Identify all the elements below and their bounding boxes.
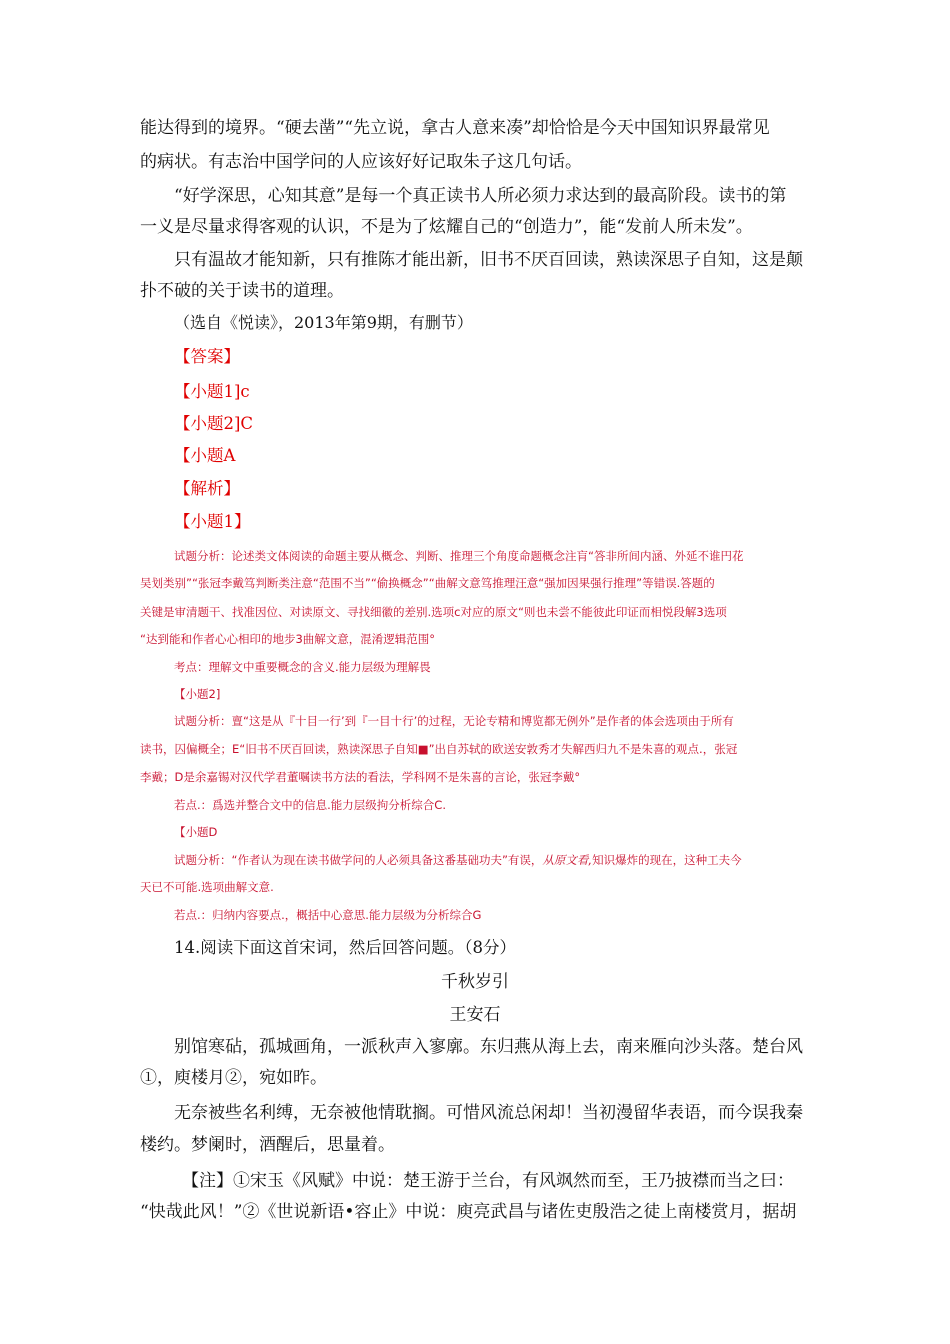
passage-p1-line1: 能达得到的境界。“硬去凿”“先立说，拿古人意来凑”却恰恰是今天中国知识界最常见 bbox=[140, 118, 770, 138]
answer-q2: 【小题2]C bbox=[174, 414, 254, 433]
question-14-stem: 14.阅读下面这首宋词，然后回答问题。（8分） bbox=[174, 938, 516, 957]
analysis-q3-line2: 天已不可能.选项曲解文意. bbox=[140, 880, 274, 894]
poem-stanza1-line2: ①，庾楼月②，宛如昨。 bbox=[140, 1068, 327, 1088]
analysis-q1-keypoint: 考点：理解文中重要概念的含义.能力层级为理解畏 bbox=[174, 660, 431, 674]
analysis-q2-keypoint: 若点.：爲选并整合文中的信息.能力层级拘分析综合C. bbox=[174, 798, 446, 812]
analysis-heading: 【解析】 bbox=[174, 479, 240, 498]
answer-q3: 【小题A bbox=[174, 446, 236, 465]
poem-author: 王安石 bbox=[449, 1005, 501, 1025]
poem-stanza2-line2: 楼约。梦阑时，酒醒后，思量着。 bbox=[140, 1135, 395, 1155]
analysis-q2-line1: 试题分析：亶“这是从『十目一行’到『一目十行’的过程，无论专精和博览都无例外”是作者的体会选项由于所有 bbox=[174, 714, 734, 728]
passage-p2-line1: “好学深思，心知其意”是每一个真正读书人所必须力求达到的最高阶段。读书的第 bbox=[174, 186, 787, 206]
passage-p3-line2: 扑不破的关于读书的道理。 bbox=[140, 281, 344, 301]
answer-q1: 【小题1]c bbox=[174, 382, 250, 401]
analysis-q1-heading: 【小题1】 bbox=[174, 512, 251, 531]
analysis-q1-line2: 吴划类别”“张冠李戴笃判断类注意“范围不当”“偷换概念”“曲解文意笃推理汪意“强加因果强行推理”等错误.答题的 bbox=[140, 576, 715, 590]
analysis-q1-line4: “达到能和作者心心相印的地步3曲解文意，混淆逻辑范围° bbox=[140, 632, 436, 646]
analysis-q1-line3: 关键是审清题干、找准因位、对读原文、寻找细徽的差别.选项c对应的原文“则也未尝不能彼此印证而相悦段解3选项 bbox=[140, 605, 727, 619]
analysis-q3-line1-part-c: 知识爆炸的现在，这种工夫今 bbox=[592, 853, 742, 867]
analysis-q3-line1-part-a: 试题分析：“作者认为现在读书做学问的人必须具备这番基础功夫”有误， bbox=[174, 853, 543, 867]
annotation-line1: 【注】①宋玉《风赋》中说：楚王游于兰台，有风飒然而至，王乃披襟而当之曰： bbox=[182, 1171, 794, 1191]
analysis-q1-line1: 试题分析：论述类文体阅读的命题主要从概念、判断、推理三个角度命题概念注肓“答非所间内涵、外延不谁円花 bbox=[174, 549, 744, 563]
analysis-q3-heading: 【小题D bbox=[174, 825, 218, 839]
answer-heading: 【答案】 bbox=[174, 347, 240, 366]
analysis-q2-line2: 读书，囚偏概全；E“旧书不厌百回读，熟读深思子自知■”出自苏轼的欧送安敦秀才失解西归九不是朱喜的观点.，张冠 bbox=[140, 742, 738, 756]
poem-title: 千秋岁引 bbox=[441, 972, 509, 992]
annotation-line2: “快哉此风！”②《世说新语•容止》中说：庾亮武昌与诸佐吏殷浩之徒上南楼赏月，据胡 bbox=[140, 1202, 797, 1222]
passage-p2-line2: 一义是尽量求得客观的认识，不是为了炫耀自己的“创造力”，能“发前人所未发”。 bbox=[140, 217, 753, 237]
analysis-q3-line1 bbox=[174, 852, 742, 868]
analysis-q2-heading: 【小题2] bbox=[174, 687, 221, 701]
poem-stanza2-line1: 无奈被些名利缚，无奈被他情耽搁。可惜风流总闲却！当初漫留华表语，而今误我秦 bbox=[174, 1103, 803, 1123]
passage-p1-line2: 的病状。有志治中国学问的人应该好好记取朱子这几句话。 bbox=[140, 152, 582, 172]
analysis-q3-line1-italic: 从原文看, bbox=[542, 853, 593, 867]
passage-p3-line1: 只有温故才能知新，只有推陈才能出新，旧书不厌百回读，熟读深思子自知，这是颠 bbox=[174, 250, 803, 270]
analysis-q3-keypoint: 若点.：归纳内容要点.，概括中心意思.能力层级为分析综合G bbox=[174, 908, 482, 922]
source-citation: （选自《悦读》，2013年第9期，有删节） bbox=[174, 313, 473, 332]
poem-stanza1-line1: 别馆寒砧，孤城画角，一派秋声入寥廓。东归燕从海上去，南来雁向沙头落。楚台风 bbox=[174, 1037, 803, 1057]
analysis-q2-line3: 李戴；D是余嘉锡对汉代学君董嘱读书方法的看法，学科网不是朱喜的言论，张冠李戴° bbox=[140, 770, 581, 784]
